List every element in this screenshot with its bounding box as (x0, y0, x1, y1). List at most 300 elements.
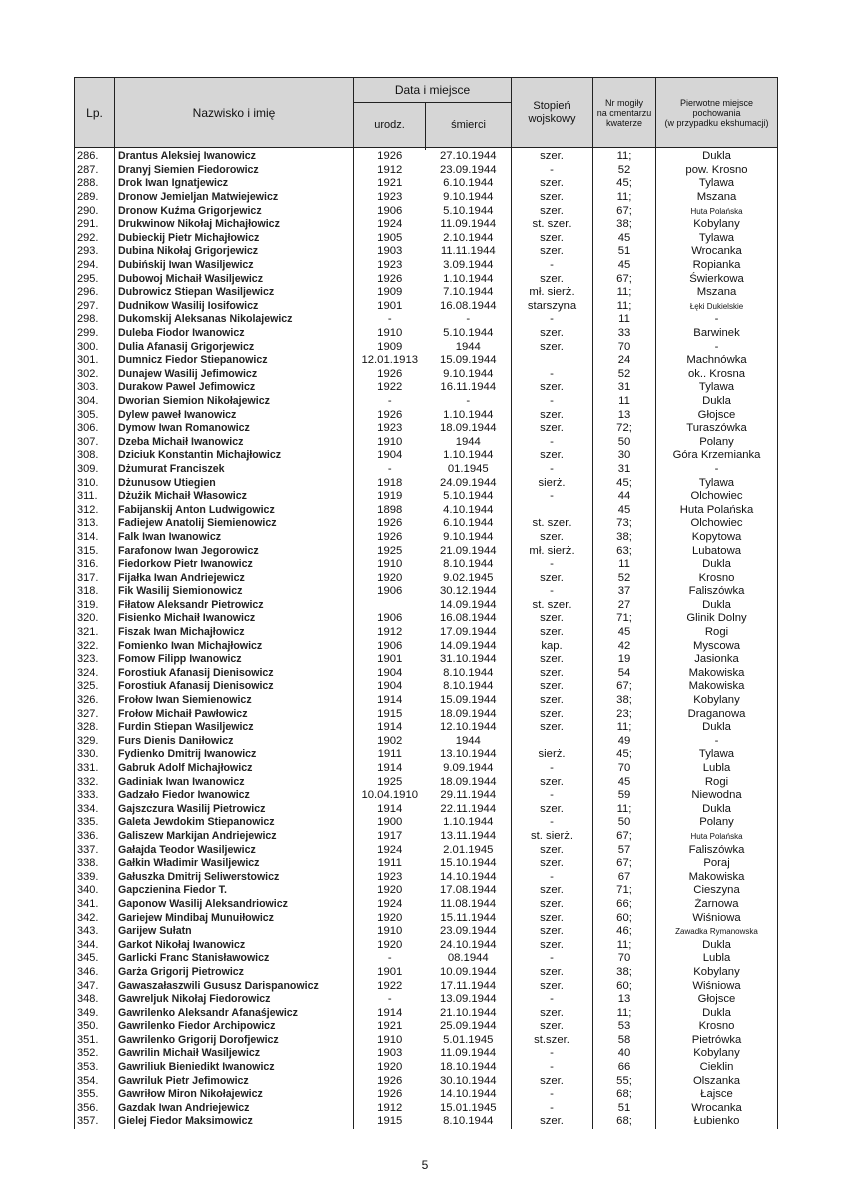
row-name: Gawrilenko Aleksandr Afanaśjewicz (115, 1006, 354, 1020)
row-name: Frołow Michaił Pawłowicz (115, 707, 354, 721)
row-rank: szer. (512, 327, 593, 341)
row-born: 1906 (377, 612, 403, 625)
table-row (75, 952, 778, 966)
row-born: - (387, 952, 392, 965)
table-row (75, 408, 778, 422)
row-name: Garża Grigorij Pietrowicz (115, 966, 354, 980)
row-rank: - (512, 463, 593, 477)
row-death: 13.10.1944 (426, 748, 512, 762)
row-grave: 70 (593, 762, 656, 776)
row-death: 18.09.1944 (426, 422, 512, 436)
row-original-burial: Łajsce (656, 1088, 778, 1102)
row-grave: 66; (593, 898, 656, 912)
row-rank: st. sierż. (512, 830, 593, 844)
row-rank: kap. (512, 639, 593, 653)
row-name: Galiszew Markijan Andriejewicz (115, 830, 354, 844)
row-rank: szer. (512, 1006, 593, 1020)
row-rank: - (512, 952, 593, 966)
table-row (75, 571, 778, 585)
row-number: 292. (75, 232, 115, 246)
row-born: 1924 (377, 843, 403, 856)
row-rank: szer. (512, 707, 593, 721)
table-row (75, 381, 778, 395)
table-row (75, 775, 778, 789)
table-row (75, 870, 778, 884)
row-death: 17.11.1944 (426, 979, 512, 993)
row-born: 1920 (377, 571, 403, 584)
row-rank: szer. (512, 857, 593, 871)
row-number: 340. (75, 884, 115, 898)
table-row (75, 232, 778, 246)
table-row (75, 544, 778, 558)
header-name: Nazwisko i imię (115, 78, 354, 148)
row-born: 1924 (377, 897, 403, 910)
row-number: 297. (75, 300, 115, 314)
row-grave: 45 (593, 503, 656, 517)
row-grave: 31 (593, 463, 656, 477)
row-grave: 11; (593, 286, 656, 300)
row-name: Gawriluk Pietr Jefimowicz (115, 1074, 354, 1088)
row-number: 337. (75, 843, 115, 857)
row-original-burial: Dukla (656, 395, 778, 409)
row-number: 348. (75, 993, 115, 1007)
row-death: 6.10.1944 (426, 177, 512, 191)
table-row (75, 1047, 778, 1061)
row-born: 1925 (377, 775, 403, 788)
table-body (75, 148, 778, 1129)
row-grave: 23; (593, 707, 656, 721)
table-row (75, 898, 778, 912)
row-number: 305. (75, 408, 115, 422)
table-row (75, 979, 778, 993)
row-death: 6.10.1944 (426, 517, 512, 531)
row-rank: szer. (512, 571, 593, 585)
row-original-burial: Głojsce (656, 408, 778, 422)
row-grave: 31 (593, 381, 656, 395)
row-number: 331. (75, 762, 115, 776)
row-death: 9.02.1945 (426, 571, 512, 585)
row-rank: szer. (512, 898, 593, 912)
row-name: Falk Iwan Iwanowicz (115, 531, 354, 545)
row-death: 11.11.1944 (426, 245, 512, 259)
row-rank: - (512, 870, 593, 884)
row-born: 1921 (377, 177, 403, 190)
row-number: 330. (75, 748, 115, 762)
table-row (75, 313, 778, 327)
row-original-burial: Mszana (656, 286, 778, 300)
table-row (75, 503, 778, 517)
table-row (75, 694, 778, 708)
table-row (75, 857, 778, 871)
row-original-burial: Łubienko (656, 1115, 778, 1129)
row-number: 343. (75, 925, 115, 939)
row-grave: 11; (593, 300, 656, 314)
row-death: 1.10.1944 (426, 272, 512, 286)
row-grave: 11; (593, 191, 656, 205)
row-name: Farafonow Iwan Jegorowicz (115, 544, 354, 558)
table-row (75, 368, 778, 382)
row-death: 2.01.1945 (426, 843, 512, 857)
page-number: 5 (421, 1158, 429, 1172)
row-rank: - (512, 1088, 593, 1102)
row-death: 25.09.1944 (426, 1020, 512, 1034)
row-death: 1.10.1944 (426, 449, 512, 463)
row-grave: 45 (593, 259, 656, 273)
row-original-burial: Głojsce (656, 993, 778, 1007)
row-name: Gawriliuk Bieniedikt Iwanowicz (115, 1061, 354, 1075)
header-grave: Nr mogiły na cmentarzu kwaterze (593, 78, 656, 148)
row-number: 318. (75, 585, 115, 599)
row-grave: 46; (593, 925, 656, 939)
row-grave: 27 (593, 599, 656, 613)
row-death: 22.11.1944 (426, 803, 512, 817)
table-row (75, 204, 778, 218)
row-death: 3.09.1944 (426, 259, 512, 273)
row-grave: 68; (593, 1088, 656, 1102)
row-name: Durakow Pawel Jefimowicz (115, 381, 354, 395)
row-rank: szer. (512, 979, 593, 993)
row-grave: 59 (593, 789, 656, 803)
row-rank: szer. (512, 340, 593, 354)
row-name: Gawrilenko Grigorij Dorofjewicz (115, 1034, 354, 1048)
row-original-burial: Góra Krzemianka (656, 449, 778, 463)
header-original-burial: Pierwotne miejsce pochowania (w przypadku ekshumacji) (656, 78, 778, 148)
row-name: Gariejew Mindibaj Munuiłowicz (115, 911, 354, 925)
row-original-burial: Dukla (656, 1006, 778, 1020)
row-rank: - (512, 1061, 593, 1075)
row-rank: szer. (512, 680, 593, 694)
row-death: 17.09.1944 (426, 626, 512, 640)
row-name: Gawaszałaszwili Gususz Darispanowicz (115, 979, 354, 993)
row-death: 11.09.1944 (426, 218, 512, 232)
row-grave: 33 (593, 327, 656, 341)
row-grave: 11 (593, 395, 656, 409)
row-born: 1924 (377, 218, 403, 231)
row-born: 1914 (377, 762, 403, 775)
row-number: 350. (75, 1020, 115, 1034)
row-number: 298. (75, 313, 115, 327)
table-row (75, 762, 778, 776)
row-rank: szer. (512, 204, 593, 218)
row-original-burial: Lubla (656, 762, 778, 776)
row-number: 321. (75, 626, 115, 640)
row-grave: 53 (593, 1020, 656, 1034)
row-original-burial: Żarnowa (656, 898, 778, 912)
row-born: 1903 (377, 245, 403, 258)
row-rank: st. szer. (512, 218, 593, 232)
row-name: Forostiuk Afanasij Dienisowicz (115, 667, 354, 681)
table-row (75, 490, 778, 504)
row-number: 312. (75, 503, 115, 517)
table-row (75, 612, 778, 626)
row-rank: szer. (512, 232, 593, 246)
row-death: 15.11.1944 (426, 911, 512, 925)
row-born: 1904 (377, 680, 403, 693)
row-rank: - (512, 762, 593, 776)
row-name: Drantus Aleksiej Iwanowicz (115, 150, 354, 164)
table-row (75, 938, 778, 952)
row-grave: 66 (593, 1061, 656, 1075)
row-rank: - (512, 585, 593, 599)
row-rank: szer. (512, 150, 593, 164)
row-rank: - (512, 490, 593, 504)
row-number: 308. (75, 449, 115, 463)
row-rank: szer. (512, 938, 593, 952)
row-grave: 24 (593, 354, 656, 368)
row-rank: szer. (512, 884, 593, 898)
row-original-burial: Faliszówka (656, 585, 778, 599)
row-rank (512, 354, 593, 368)
row-death: 16.08.1944 (426, 300, 512, 314)
row-grave: 68; (593, 1115, 656, 1129)
row-born: 1900 (377, 816, 403, 829)
row-rank: szer. (512, 612, 593, 626)
row-name: Fiszak Iwan Michajłowicz (115, 626, 354, 640)
table-row (75, 150, 778, 164)
row-grave: 19 (593, 653, 656, 667)
row-original-burial: ok.. Krosna (656, 368, 778, 382)
row-death: 11.08.1944 (426, 898, 512, 912)
row-born: 1906 (377, 585, 403, 598)
table-row (75, 449, 778, 463)
row-grave: 55; (593, 1074, 656, 1088)
row-original-burial: Mszana (656, 191, 778, 205)
row-rank: sierż. (512, 476, 593, 490)
burial-register-table (74, 77, 778, 1129)
row-grave: 52 (593, 368, 656, 382)
table-row (75, 354, 778, 368)
row-number: 333. (75, 789, 115, 803)
row-grave: 51 (593, 1102, 656, 1116)
row-name: Gadzało Fiedor Iwanowicz (115, 789, 354, 803)
row-grave: 11; (593, 150, 656, 164)
row-name: Dronow Kuźma Grigorjewicz (115, 204, 354, 218)
row-number: 334. (75, 803, 115, 817)
row-number: 329. (75, 735, 115, 749)
row-original-burial: Kobylany (656, 966, 778, 980)
row-number: 325. (75, 680, 115, 694)
row-original-burial: Tylawa (656, 748, 778, 762)
row-grave: 72; (593, 422, 656, 436)
table-row (75, 558, 778, 572)
row-rank: szer. (512, 721, 593, 735)
row-rank: - (512, 259, 593, 273)
row-grave: 70 (593, 952, 656, 966)
row-grave: 50 (593, 816, 656, 830)
row-number: 313. (75, 517, 115, 531)
row-born: 1903 (377, 1047, 403, 1060)
row-original-burial: Draganowa (656, 707, 778, 721)
table-row (75, 517, 778, 531)
row-number: 306. (75, 422, 115, 436)
table-row (75, 286, 778, 300)
row-number: 356. (75, 1102, 115, 1116)
table-row (75, 327, 778, 341)
row-original-burial: Ropianka (656, 259, 778, 273)
row-original-burial: Krosno (656, 1020, 778, 1034)
row-rank: st.szer. (512, 1034, 593, 1048)
row-born: 1901 (377, 653, 403, 666)
row-grave: 38; (593, 694, 656, 708)
row-original-burial: Barwinek (656, 327, 778, 341)
row-number: 322. (75, 639, 115, 653)
table-row (75, 639, 778, 653)
row-original-burial: Cieklin (656, 1061, 778, 1075)
row-rank: szer. (512, 1074, 593, 1088)
row-number: 316. (75, 558, 115, 572)
row-name: Fijałka Iwan Andriejewicz (115, 571, 354, 585)
row-grave: 11 (593, 313, 656, 327)
row-born: 1910 (377, 925, 403, 938)
row-rank: - (512, 395, 593, 409)
row-death: 8.10.1944 (426, 680, 512, 694)
table-row (75, 667, 778, 681)
row-name: Fydienko Dmitrij Iwanowicz (115, 748, 354, 762)
row-number: 344. (75, 938, 115, 952)
row-grave: 37 (593, 585, 656, 599)
row-original-burial: Kopytowa (656, 531, 778, 545)
row-original-burial: Tylawa (656, 476, 778, 490)
table-row (75, 884, 778, 898)
table-row (75, 843, 778, 857)
row-rank: - (512, 435, 593, 449)
row-rank: st. szer. (512, 517, 593, 531)
row-name: Frołow Iwan Siemienowicz (115, 694, 354, 708)
row-original-burial: Zawadka Rymanowska (656, 925, 778, 939)
row-number: 311. (75, 490, 115, 504)
row-name: Gałuszka Dmitrij Seliwerstowicz (115, 870, 354, 884)
row-grave: 58 (593, 1034, 656, 1048)
row-death: 14.10.1944 (426, 1088, 512, 1102)
row-grave: 13 (593, 993, 656, 1007)
row-rank (512, 735, 593, 749)
row-name: Gałkin Władimir Wasiljewicz (115, 857, 354, 871)
table-row (75, 422, 778, 436)
header-born: urodz. (354, 103, 426, 148)
row-rank: szer. (512, 381, 593, 395)
row-name: Dubieckij Pietr Michajłowicz (115, 232, 354, 246)
row-original-burial: Wiśniowa (656, 911, 778, 925)
row-grave: 67; (593, 680, 656, 694)
row-born: 1925 (377, 544, 403, 557)
row-original-burial: - (656, 313, 778, 327)
row-number: 293. (75, 245, 115, 259)
row-number: 309. (75, 463, 115, 477)
row-original-burial: Myscowa (656, 639, 778, 653)
row-grave: 11; (593, 803, 656, 817)
row-rank: szer. (512, 245, 593, 259)
table-row (75, 531, 778, 545)
row-grave: 38; (593, 531, 656, 545)
row-death: 8.10.1944 (426, 1115, 512, 1129)
row-original-burial: Pietrówka (656, 1034, 778, 1048)
row-original-burial: Poraj (656, 857, 778, 871)
table-row (75, 925, 778, 939)
row-number: 324. (75, 667, 115, 681)
row-name: Gadiniak Iwan Iwanowicz (115, 775, 354, 789)
row-number: 296. (75, 286, 115, 300)
row-number: 323. (75, 653, 115, 667)
table-left-edge (74, 1121, 75, 1127)
row-death: 9.10.1944 (426, 191, 512, 205)
row-born: 1918 (377, 476, 403, 489)
row-born: 1923 (377, 191, 403, 204)
row-death: 30.12.1944 (426, 585, 512, 599)
row-number: 299. (75, 327, 115, 341)
table-row (75, 803, 778, 817)
row-born: 1926 (377, 1088, 403, 1101)
row-grave: 71; (593, 612, 656, 626)
row-original-burial: Niewodna (656, 789, 778, 803)
row-grave: 52 (593, 164, 656, 178)
row-grave: 49 (593, 735, 656, 749)
table-row (75, 1020, 778, 1034)
table-row (75, 463, 778, 477)
row-number: 314. (75, 531, 115, 545)
row-original-burial: Dukla (656, 599, 778, 613)
row-name: Fik Wasilij Siemionowicz (115, 585, 354, 599)
row-number: 289. (75, 191, 115, 205)
table-row (75, 300, 778, 314)
row-rank: mł. sierż. (512, 286, 593, 300)
row-death: 2.10.1944 (426, 232, 512, 246)
row-rank: - (512, 1047, 593, 1061)
row-death: 7.10.1944 (426, 286, 512, 300)
row-death: - (426, 395, 512, 409)
table-row (75, 653, 778, 667)
row-born: - (387, 313, 392, 326)
row-name: Garlicki Franc Stanisławowicz (115, 952, 354, 966)
row-grave: 44 (593, 490, 656, 504)
row-original-burial: Lubatowa (656, 544, 778, 558)
row-death: 5.10.1944 (426, 204, 512, 218)
row-born: 1923 (377, 422, 403, 435)
row-grave: 67; (593, 204, 656, 218)
row-born: 1926 (377, 517, 403, 530)
row-death: 13.09.1944 (426, 993, 512, 1007)
row-name: Duleba Fiodor Iwanowicz (115, 327, 354, 341)
row-original-burial: Cieszyna (656, 884, 778, 898)
row-born: - (387, 993, 392, 1006)
table-row (75, 735, 778, 749)
row-grave: 11; (593, 721, 656, 735)
row-rank: szer. (512, 1115, 593, 1129)
row-number: 307. (75, 435, 115, 449)
row-death: 18.10.1944 (426, 1061, 512, 1075)
row-name: Dzeba Michaił Iwanowicz (115, 435, 354, 449)
row-number: 351. (75, 1034, 115, 1048)
row-grave: 54 (593, 667, 656, 681)
row-name: Dworian Siemion Nikołajewicz (115, 395, 354, 409)
row-born: 1915 (377, 1115, 403, 1128)
row-original-burial: Dukla (656, 938, 778, 952)
row-name: Gapczienina Fiedor T. (115, 884, 354, 898)
row-rank: - (512, 789, 593, 803)
row-rank: szer. (512, 911, 593, 925)
row-rank: szer. (512, 177, 593, 191)
row-death: 1944 (426, 435, 512, 449)
row-number: 349. (75, 1006, 115, 1020)
row-born: 1923 (377, 259, 403, 272)
row-rank: st. szer. (512, 599, 593, 613)
row-born: 1921 (377, 1020, 403, 1033)
row-death: 17.08.1944 (426, 884, 512, 898)
table-row (75, 259, 778, 273)
row-born: 1923 (377, 870, 403, 883)
row-number: 287. (75, 164, 115, 178)
row-original-burial: Makowiska (656, 667, 778, 681)
row-rank: szer. (512, 272, 593, 286)
